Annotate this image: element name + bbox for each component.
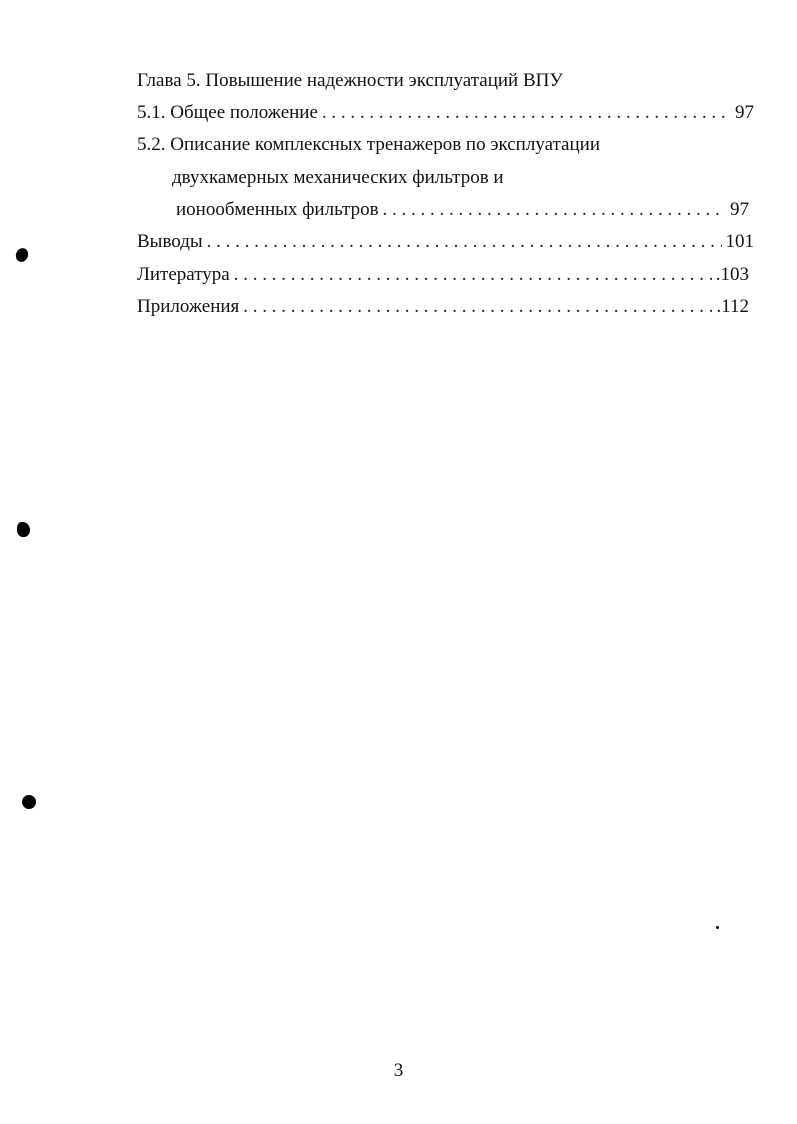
dot-leader	[234, 264, 712, 286]
toc-entry-literature[interactable]	[137, 264, 749, 286]
toc-entry-appendices[interactable]	[137, 296, 749, 318]
dot-leader	[207, 231, 722, 253]
toc-entry-page: 97	[735, 102, 754, 123]
toc-entry-5-2[interactable]	[176, 199, 749, 221]
toc-entry-5-2-line-1[interactable]: 5.2. Описание комплексных тренажеров по эксплуатации	[137, 134, 600, 155]
toc-entry-label: ионообменных фильтров	[176, 199, 379, 220]
scan-speck	[716, 926, 719, 929]
toc-entry-conclusions[interactable]	[137, 231, 754, 253]
toc-entry-5-1[interactable]	[137, 102, 754, 124]
toc-entry-page: 97	[730, 199, 749, 220]
toc-entry-5-2-line-2[interactable]: двухкамерных механических фильтров и	[172, 167, 504, 188]
binding-hole-mark	[22, 795, 36, 809]
dot-leader	[243, 296, 712, 318]
chapter-heading: Глава 5. Повышение надежности эксплуатаций ВПУ	[137, 70, 563, 91]
toc-entry-label: Приложения	[137, 296, 240, 317]
toc-entry-label: 5.1. Общее положение	[137, 102, 318, 123]
dot-leader	[383, 199, 726, 221]
binding-hole-mark	[17, 522, 30, 537]
toc-entry-label: Выводы	[137, 231, 203, 252]
toc-entry-page: .112	[716, 296, 749, 317]
toc-entry-page: .103	[715, 264, 749, 285]
binding-hole-mark	[14, 246, 30, 263]
toc-entry-label: Литература	[137, 264, 230, 285]
page-number: 3	[393, 1060, 404, 1081]
toc-entry-page: 101	[725, 231, 754, 252]
dot-leader	[322, 102, 731, 124]
